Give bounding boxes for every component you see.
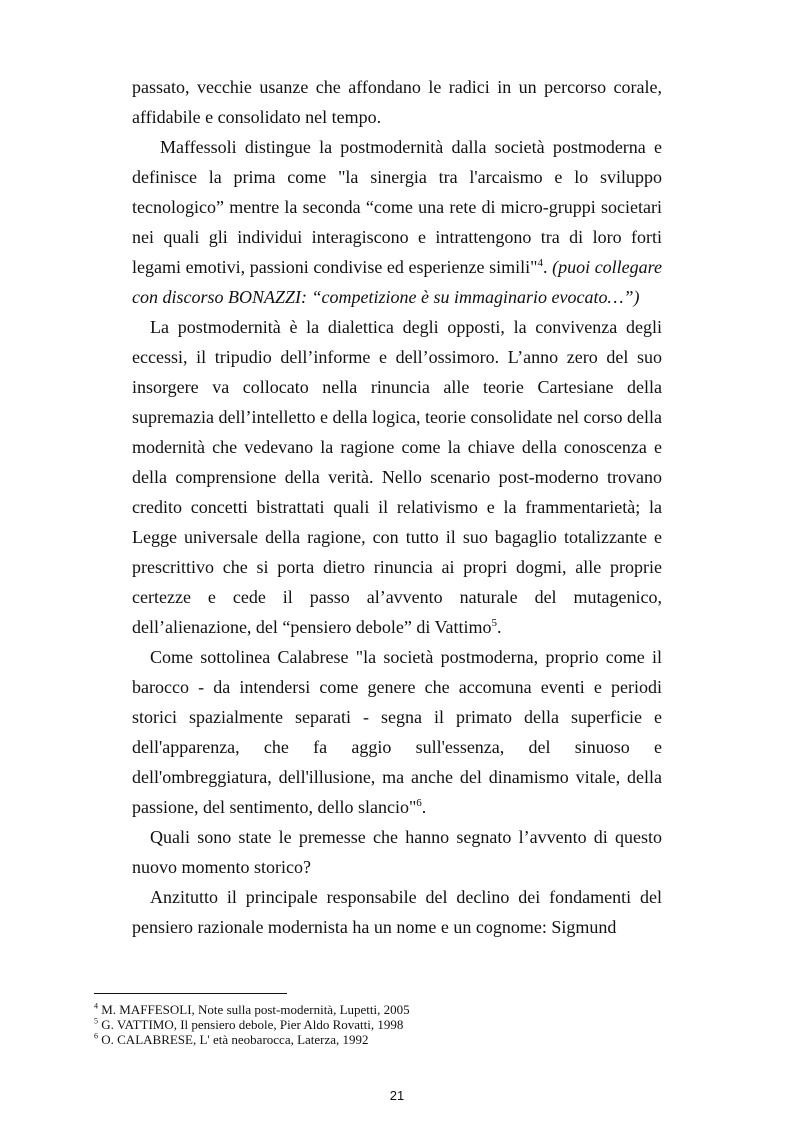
body-text	[132, 72, 662, 942]
footnote-text: M. MAFFESOLI, Note sulla post-modernità, Lupetti, 2005	[101, 1002, 410, 1017]
page-number: 21	[389, 1088, 405, 1103]
footnotes	[94, 1002, 694, 1047]
paragraph-3-period: .	[497, 617, 502, 637]
paragraph-2-italic-note: (puoi collegare con discorso BONAZZI: “competizione è su immaginario evocato…”)	[132, 257, 662, 307]
footnote-number: 4	[94, 1001, 98, 1011]
footnote-separator	[94, 993, 287, 994]
footnote-ref-6[interactable]: 6	[416, 797, 422, 809]
footnote-4	[94, 1002, 694, 1017]
paragraph-6: Anzitutto il principale responsabile del declino dei fondamenti del pensiero razionale modernista ha un nome e un cognome: Sigmund	[132, 887, 662, 937]
footnote-number: 6	[94, 1031, 98, 1041]
footnote-6	[94, 1032, 694, 1047]
footnote-text: G. VATTIMO, Il pensiero debole, Pier Aldo Rovatti, 1998	[101, 1017, 404, 1032]
paragraph-2-text: Maffessoli distingue la postmodernità dalla società postmoderna e definisce la prima come "la sinergia tra l'arcaismo e lo sviluppo tecnologico” mentre la seconda “come una rete di micro-gruppi societari nei quali gli individui interagiscono e intrattengono tra di loro forti legami emotivi, passioni condivise ed esperienze simili"	[132, 137, 662, 277]
paragraph-5: Quali sono state le premesse che hanno segnato l’avvento di questo nuovo momento storico?	[132, 827, 662, 877]
paragraph-2	[132, 132, 662, 312]
paragraph-4	[132, 642, 662, 822]
paragraph-4-text: Come sottolinea Calabrese "la società postmoderna, proprio come il barocco - da intendersi come genere che accomuna eventi e periodi storici spazialmente separati - segna il primato della superficie e dell'apparenza, che fa aggio sull'essenza, del sinuoso e dell'ombreggiatura, dell'illusione, ma anche del dinamismo vitale, della passione, del sentimento, dello slancio"	[132, 647, 662, 817]
footnote-number: 5	[94, 1016, 98, 1026]
footnote-text: O. CALABRESE, L' età neobarocca, Laterza, 1992	[101, 1032, 369, 1047]
paragraph-4-period: .	[421, 797, 427, 817]
paragraph-1: passato, vecchie usanze che affondano le radici in un percorso corale, affidabile e consolidato nel tempo.	[132, 77, 662, 127]
footnote-5	[94, 1017, 694, 1032]
paragraph-3-text: La postmodernità è la dialettica degli opposti, la convivenza degli eccessi, il tripudio dell’informe e dell’ossimoro. L’anno zero del suo insorgere va collocato nella rinuncia alle teorie Cartesiane della supremazia dell’intelletto e della logica, teorie consolidate nel corso della modernità che vedevano la ragione come la chiave della conoscenza e della comprensione della verità. Nello scenario post-moderno trovano credito concetti bistrattati quali il relativismo e la frammentarietà; la Legge universale della ragione, con tutto il suo bagaglio totalizzante e prescrittivo che si porta dietro rinuncia ai propri dogmi, alle proprie certezze e cede il passo al’avvento naturale del mutagenico, dell’alienazione, del “pensiero debole” di Vattimo	[132, 317, 662, 637]
footnote-ref-5[interactable]: 5	[491, 617, 498, 629]
footnote-ref-4[interactable]: 4	[537, 257, 543, 269]
paragraph-3	[132, 312, 662, 642]
paragraph-2-period: .	[542, 257, 548, 277]
